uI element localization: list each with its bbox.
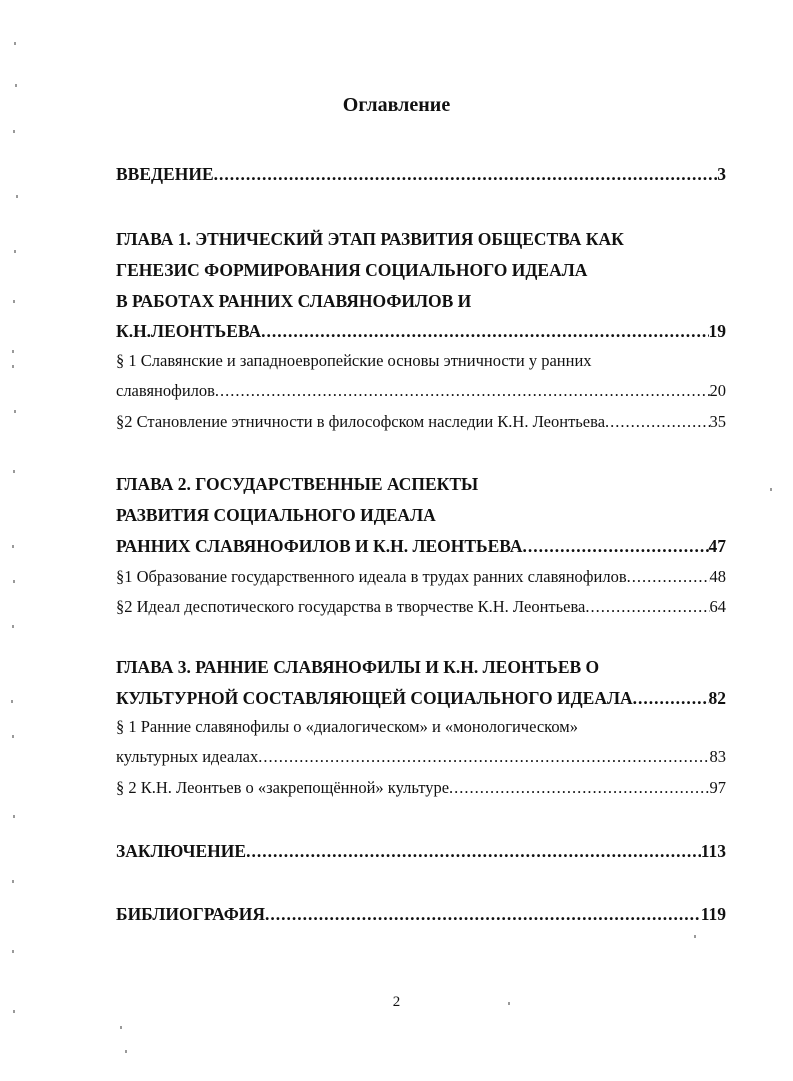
toc-entry-chapter-1[interactable] (116, 318, 726, 344)
toc-entry-title: культурных идеалах (116, 747, 259, 766)
toc-entry-section-2-2[interactable] (116, 594, 726, 620)
toc-page-number: 64 (709, 597, 726, 616)
toc-entry-title: §2 Идеал деспотического государства в творчестве К.Н. Леонтьева (116, 597, 586, 616)
chapter-1-heading-line-2: ГЕНЕЗИС ФОРМИРОВАНИЯ СОЦИАЛЬНОГО ИДЕАЛА (116, 260, 588, 280)
toc-page-number: 20 (709, 381, 726, 400)
dot-leader (585, 594, 709, 620)
dot-leader (261, 318, 708, 344)
chapter-1-heading-line-1: ГЛАВА 1. ЭТНИЧЕСКИЙ ЭТАП РАЗВИТИЯ ОБЩЕСТВА КАК (116, 229, 624, 249)
toc-entry-section-3-2[interactable] (116, 775, 726, 801)
toc-page-number: 19 (708, 321, 726, 341)
dot-leader (605, 409, 709, 435)
dot-leader (265, 901, 701, 927)
toc-page-number: 83 (709, 747, 726, 766)
chapter-3-heading-line-1: ГЛАВА 3. РАННИЕ СЛАВЯНОФИЛЫ И К.Н. ЛЕОНТЬЕВ О (116, 657, 600, 677)
toc-entry-title: КУЛЬТУРНОЙ СОСТАВЛЯЮЩЕЙ СОЦИАЛЬНОГО ИДЕАЛА (116, 688, 633, 708)
page-title: Оглавление (342, 94, 451, 116)
toc-entry-chapter-2[interactable] (116, 533, 726, 559)
dot-leader (633, 685, 709, 711)
dot-leader (258, 744, 709, 770)
page-number: 2 (392, 994, 401, 1010)
toc-entry-section-1-2[interactable] (116, 409, 726, 435)
toc-page-number: 47 (708, 536, 726, 556)
dot-leader (449, 775, 709, 801)
chapter-2-heading-line-1: ГЛАВА 2. ГОСУДАРСТВЕННЫЕ АСПЕКТЫ (116, 474, 479, 494)
toc-entry-section-1-1[interactable] (116, 378, 726, 404)
toc-entry-section-2-1[interactable] (116, 564, 726, 590)
toc-entry-title: §1 Образование государственного идеала в трудах ранних славянофилов (116, 567, 627, 586)
section-3-1-line-1: § 1 Ранние славянофилы о «диалогическом» и «монологическом» (116, 717, 578, 736)
dot-leader (523, 533, 709, 559)
toc-page-number: 3 (717, 164, 726, 184)
toc-entry-section-3-1[interactable] (116, 744, 726, 770)
toc-page-number: 48 (709, 567, 726, 586)
toc-entry-title: БИБЛИОГРАФИЯ (116, 904, 265, 924)
toc-entry-intro[interactable] (116, 161, 726, 187)
dot-leader (214, 161, 718, 187)
toc-entry-chapter-3[interactable] (116, 685, 726, 711)
toc-entry-bibliography[interactable] (116, 901, 726, 927)
toc-entry-title: §2 Становление этничности в философском наследии К.Н. Леонтьева (116, 412, 606, 431)
toc-page-number: 35 (709, 412, 726, 431)
toc-entry-title: К.Н.ЛЕОНТЬЕВА (116, 321, 262, 341)
toc-entry-title: ВВЕДЕНИЕ (116, 164, 214, 184)
toc-entry-title: ЗАКЛЮЧЕНИЕ (116, 841, 247, 861)
dot-leader (215, 378, 710, 404)
toc-entry-title: § 2 К.Н. Леонтьев о «закрепощённой» культуре (116, 778, 450, 797)
toc-entry-title: РАННИХ СЛАВЯНОФИЛОВ И К.Н. ЛЕОНТЬЕВА (116, 536, 523, 556)
chapter-1-heading-line-3: В РАБОТАХ РАННИХ СЛАВЯНОФИЛОВ И (116, 291, 472, 311)
toc-page-number: 119 (700, 904, 726, 924)
section-1-1-line-1: § 1 Славянские и западноевропейские основы этничности у ранних (116, 351, 592, 370)
toc-entry-title: славянофилов (116, 381, 215, 400)
dot-leader (246, 838, 701, 864)
dot-leader (627, 564, 710, 590)
toc-entry-conclusion[interactable] (116, 838, 726, 864)
chapter-2-heading-line-2: РАЗВИТИЯ СОЦИАЛЬНОГО ИДЕАЛА (116, 505, 436, 525)
toc-page-number: 97 (709, 778, 726, 797)
toc-page-number: 113 (700, 841, 726, 861)
toc-page-number: 82 (708, 688, 726, 708)
